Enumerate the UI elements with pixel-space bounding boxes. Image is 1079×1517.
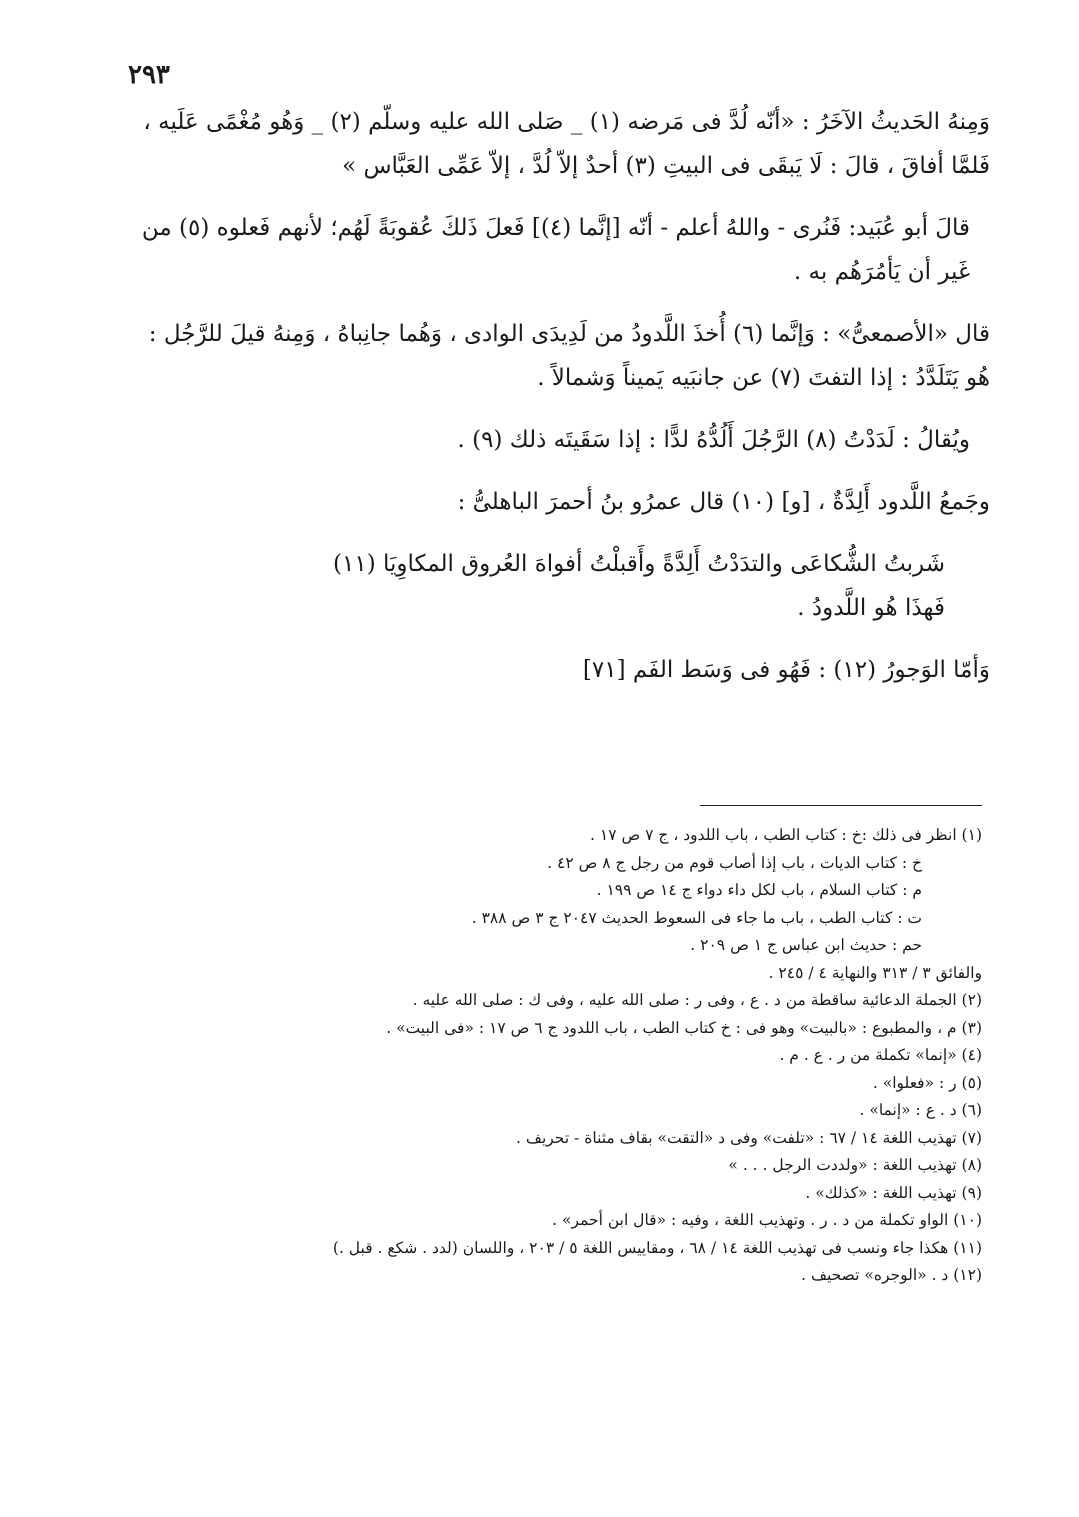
footnote-item: م : كتاب السلام ، باب لكل داء دواء ج ١٤ ص ١٩٩ . <box>596 881 922 899</box>
footnote-item: (٥) ر : «فعلوا» . <box>872 1073 982 1092</box>
main-text <box>125 100 990 710</box>
footnote-item: (٣) م ، والمطبوع : «بالبيت» وهو فى : خ كتاب الطب ، باب اللدود ج ٦ ص ١٧ : «فى البيت» . <box>386 1018 982 1037</box>
footnote-item: (٤) «إنما» تكملة من ر . ع . م . <box>779 1046 982 1064</box>
footnote-item: ت : كتاب الطب ، باب ما جاء فى السعوط الحديث ٢٠٤٧ ج ٣ ص ٣٨٨ . <box>471 908 922 927</box>
footnote-item: (١٠) الواو تكملة من د . ر . وتهذيب اللغة ، وفيه : «قال ابن أحمر» . <box>552 1211 982 1229</box>
footnote-item: خ : كتاب الديات ، باب إذا أصاب قوم من رجل ج ٨ ص ٤٢ . <box>547 853 922 872</box>
paragraph-hadith: وَمِنهُ الحَديثُ الآخَرُ : «أنّه لُدَّ فى مَرضه (١) _ صَلى الله عليه وسلّم (٢) _ وَهُو مُغْمًى عَلَيه ، فَلمَّا أفاقَ ، قالَ : لَا يَبقَى فى البيتِ (٣) أحدٌ إلاّ لُدَّ ، إلاّ عَمِّى العَبَّاس » <box>143 109 990 179</box>
paragraph-jam: وجَمعُ اللَّدود أَلِدَّةٌ ، [و] (١٠) قال عمرُو بنُ أحمرَ الباهلىُّ : <box>457 489 990 515</box>
paragraph-yuqal: ويُقالُ : لَدَدْتُ (٨) الرَّجُلَ أَلُدُّهُ لدًّا : إذا سَقَيتَه ذلك (٩) . <box>457 427 970 453</box>
footnotes <box>160 822 982 1290</box>
footnote-item: حم : حديث ابن عباس ج ١ ص ٢٠٩ . <box>690 936 922 954</box>
footnote-item: (٨) تهذيب اللغة : «ولددت الرجل . . . » <box>728 1156 982 1174</box>
footnote-item: (٩) تهذيب اللغة : «كذلك» . <box>805 1183 982 1202</box>
footnote-item: (١٢) د . «الوجره» تصحيف . <box>801 1266 982 1284</box>
page-number: ٢٩٣ <box>128 60 170 90</box>
footnote-item: (١١) هكذا جاء ونسب فى تهذيب اللغة ١٤ / ٦٨ ، ومقاييس اللغة ٥ / ٢٠٣ ، واللسان (لدد . شكع . قبل .) <box>332 1238 982 1257</box>
verse-conclusion: فَهذَا هُو اللَّدودُ . <box>797 595 945 621</box>
footnote-item: (٢) الجملة الدعائية ساقطة من د . ع ، وفى ر : صلى الله عليه ، وفى ك : صلى الله عليه . <box>412 991 982 1009</box>
footnote-item: (٧) تهذيب اللغة ١٤ / ٦٧ : «تلفت» وفى د «التقت» بقاف مثناة - تحريف . <box>516 1128 982 1147</box>
footnote-divider <box>700 805 982 806</box>
footnote-item: (١) انظر فى ذلك :خ : كتاب الطب ، باب اللدود ، ج ٧ ص ١٧ . <box>590 826 982 844</box>
paragraph-asmai: قال «الأصمعىُّ» : وَإنَّما (٦) أُخذَ اللَّدودُ من لَدِيدَى الوادى ، وَهُما جانِباهُ ، وَمِنهُ قيلَ للرَّجُل : هُو يَتَلَدَّدُ : إذا التفتَ (٧) عن جانبَيه يَميناً وَشمالاً . <box>148 321 990 391</box>
paragraph-wajur: وَأمّا الوَجورُ (١٢) : فَهُو فى وَسَط الفَم [٧١] <box>582 657 990 683</box>
footnote-item: والفائق ٣ / ٣١٣ والنهاية ٤ / ٢٤٥ . <box>768 963 982 982</box>
poetry-verse: شَربتُ الشُّكاعَى والتدَدْتُ أَلِدَّةً وأَقبلْتُ أفواهَ العُروق المكاوِيَا (١١) <box>333 551 945 577</box>
footnote-item: (٦) د . ع : «إنما» . <box>859 1101 982 1119</box>
footnote-list <box>160 822 982 1290</box>
paragraph-abu-ubayd: قالَ أبو عُبَيد: فَنُرى - واللهُ أعلم - أنّه [إنَّما (٤)] فَعلَ ذَلكَ عُقوبَةً لَهُم؛ لأنهم فَعلوه (٥) من غَير أن يَأمُرَهُم به . <box>141 215 970 285</box>
